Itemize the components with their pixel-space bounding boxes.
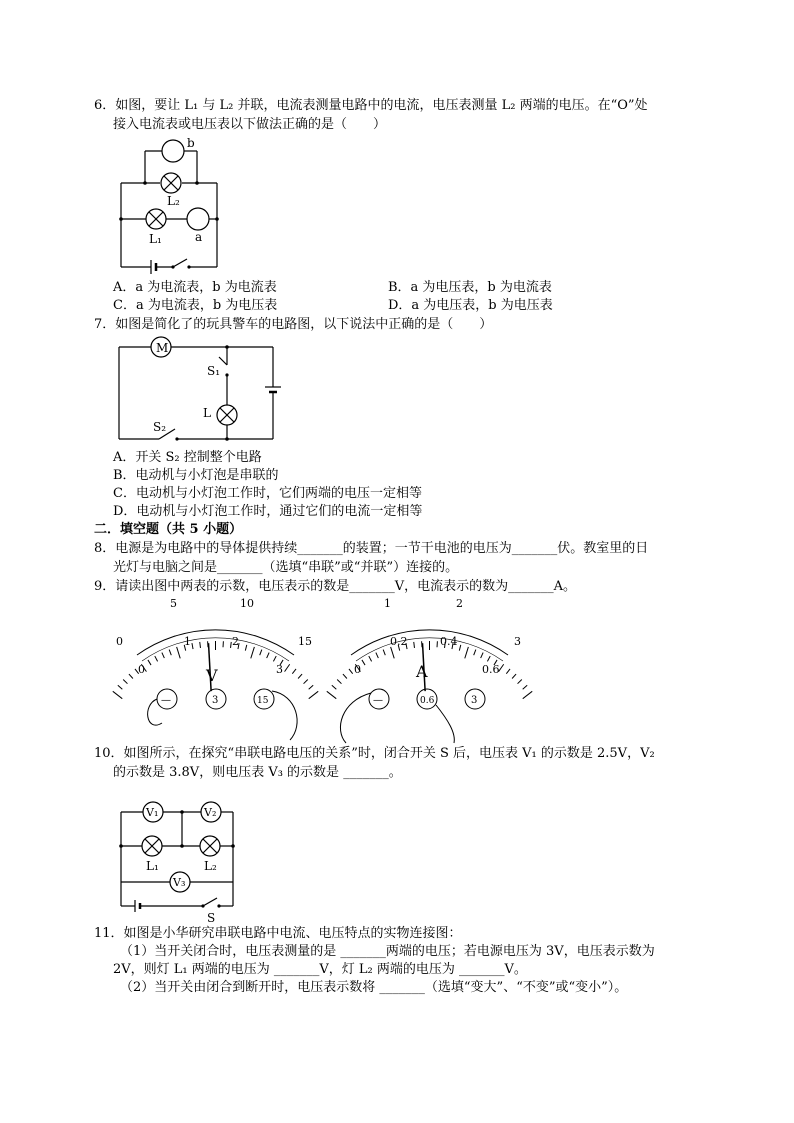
- volt-inner-tick: 2: [232, 635, 239, 648]
- q7-option-a[interactable]: A．开关 S₂ 控制整个电路: [113, 450, 262, 465]
- scale-tick: [332, 685, 337, 689]
- scale-tick: [512, 674, 516, 678]
- label-S2: S₂: [153, 420, 167, 434]
- q11-stem-line3: 2V，则灯 L₁ 两端的电压为 _______V，灯 L₂ 两端的电压为 _______V。: [113, 962, 527, 977]
- q9-stem: 9．请读出图中两表的示数，电压表示的数是_______V，电流表示的数为_______A。: [94, 579, 577, 594]
- scale-tick: [169, 650, 171, 656]
- volt-outer-tick: 5: [170, 597, 177, 610]
- scale-tick: [192, 643, 193, 649]
- scale-tick: [304, 679, 308, 683]
- q6-option-c[interactable]: C．a 为电流表，b 为电压表: [113, 298, 278, 313]
- volt-outer-tick: 0: [116, 635, 123, 648]
- scale-tick: [273, 656, 276, 661]
- scale-tick: [260, 650, 262, 656]
- scale-tick: [245, 645, 246, 651]
- scale-tick: [123, 679, 127, 683]
- volt-inner-tick: 1: [184, 635, 191, 648]
- volt-inner-tick: 0: [138, 663, 145, 676]
- scale-tick: [177, 647, 181, 658]
- amp-terminal-3: 3: [471, 695, 478, 706]
- volt-outer-tick: 15: [298, 635, 312, 648]
- label-S1: S₁: [207, 364, 221, 378]
- scale-tick: [506, 669, 510, 674]
- q11-stem-line1: 11．如图是小华研究串联电路中电流、电压特点的实物连接图：: [94, 926, 462, 941]
- meter-b: [162, 140, 184, 162]
- q8-stem-line1: 8．电源是为电路中的导体提供持续_______的装置；一节干电池的电压为_______伏。教室里的日: [94, 541, 649, 556]
- volt-terminal-15: 15: [257, 696, 269, 706]
- q6-stem-line1: 6．如图，要让 L₁ 与 L₂ 并联，电流表测量电路中的电流，电压表测量 L₂ 两端的电压。在“O”处: [94, 98, 648, 113]
- scale-tick: [337, 679, 341, 683]
- scale-tick: [148, 660, 151, 665]
- scale-tick: [251, 647, 255, 658]
- q7-option-b[interactable]: B．电动机与小灯泡是串联的: [113, 468, 279, 483]
- scale-tick: [309, 685, 314, 689]
- scale-tick: [267, 653, 269, 658]
- amp-terminal-neg: —: [373, 695, 383, 706]
- q6-option-a[interactable]: A．a 为电流表，b 为电流表: [113, 280, 277, 295]
- amp-outer-tick: 3: [514, 635, 521, 648]
- label-b: b: [187, 136, 195, 150]
- scale-tick: [292, 669, 296, 674]
- volt-terminal-3: 3: [212, 695, 219, 706]
- label-L: L: [203, 406, 211, 420]
- scale-tick: [523, 691, 532, 698]
- q10-stem-line1: 10．如图所示，在探究“串联电路电压的关系”时，闭合开关 S 后，电压表 V₁ 的示数是 2.5V，V₂: [94, 746, 655, 761]
- q7-option-d[interactable]: D．电动机与小灯泡工作时，通过它们的电流一定相等: [113, 504, 423, 519]
- label-L1: L₁: [146, 859, 159, 873]
- amp-inner-tick: 0: [354, 663, 361, 676]
- q11-stem-line4: （2）当开关由闭合到断开时，电压表示数将 _______（选填“变大”、“不变”或“变小”）。: [120, 980, 628, 995]
- scale-tick: [129, 674, 133, 678]
- scale-tick: [465, 647, 469, 658]
- scale-tick: [285, 664, 290, 671]
- voltmeter-symbol: V: [206, 666, 218, 685]
- voltmeter-diagram: [112, 595, 322, 745]
- scale-tick: [298, 674, 302, 678]
- amp-inner-tick: 0.6: [482, 663, 500, 676]
- label-L2: L₂: [167, 194, 180, 208]
- q10-circuit-diagram: [115, 800, 245, 925]
- scale-tick: [383, 650, 385, 656]
- q7-stem: 7．如图是简化了的玩具警车的电路图，以下说法中正确的是（ ）: [94, 317, 493, 332]
- amp-outer-tick: 2: [456, 597, 463, 610]
- scale-tick: [155, 656, 158, 661]
- q8-stem-line2: 光灯与电脑之间是_______（选填“串联”或“并联”）连接的。: [113, 560, 459, 575]
- meter-a: [187, 208, 209, 230]
- scale-tick: [474, 650, 476, 656]
- q11-stem-line2: （1）当开关闭合时，电压表测量的是 _______两端的电压；若电源电压为 3V，电压表示数为: [120, 944, 655, 959]
- scale-tick: [523, 685, 528, 689]
- scale-tick: [369, 656, 372, 661]
- q6-option-d[interactable]: D．a 为电压表，b 为电压表: [388, 298, 553, 313]
- q7-option-c[interactable]: C．电动机与小灯泡工作时，它们两端的电压一定相等: [113, 486, 422, 501]
- label-L2: L₂: [204, 859, 217, 873]
- scale-tick: [113, 691, 122, 698]
- label-S: S: [207, 911, 216, 925]
- amp-terminal-0.6: 0.6: [420, 696, 435, 706]
- q7-circuit-diagram: [115, 335, 285, 445]
- scale-tick: [362, 660, 365, 665]
- scale-tick: [487, 656, 490, 661]
- scale-tick: [309, 691, 318, 698]
- scale-tick: [518, 679, 522, 683]
- q6-option-b[interactable]: B．a 为电压表，b 为电流表: [388, 280, 552, 295]
- scale-tick: [376, 653, 378, 658]
- scale-tick: [481, 653, 483, 658]
- amp-inner-tick: 0.4: [440, 635, 458, 648]
- scale-tick: [391, 647, 395, 658]
- scale-tick: [414, 642, 415, 648]
- volt-terminal-neg: —: [161, 695, 171, 706]
- scale-tick: [349, 669, 353, 674]
- label-V2: V₂: [204, 806, 217, 819]
- ammeter-symbol: A: [416, 662, 428, 681]
- scale-tick: [118, 685, 123, 689]
- scale-tick: [200, 642, 201, 648]
- scale-tick: [162, 653, 164, 658]
- q6-stem-line2: 接入电流表或电压表以下做法正确的是（ ）: [113, 117, 387, 132]
- amp-inner-tick: 0.2: [390, 635, 408, 648]
- section-title: 二．填空题（共 5 小题）: [94, 522, 243, 537]
- label-M: M: [156, 341, 169, 355]
- q10-stem-line2: 的示数是 3.8V，则电压表 V₃ 的示数是 _______。: [113, 765, 402, 780]
- scale-tick: [343, 674, 347, 678]
- label-V3: V₃: [173, 876, 186, 889]
- q6-circuit-diagram: [115, 135, 225, 275]
- scale-tick: [459, 645, 460, 651]
- amp-outer-tick: 1: [384, 597, 391, 610]
- scale-tick: [327, 691, 336, 698]
- label-V1: V₁: [146, 806, 159, 819]
- volt-outer-tick: 10: [240, 597, 254, 610]
- ammeter-diagram: [336, 595, 536, 745]
- label-a: a: [195, 230, 203, 244]
- volt-inner-tick: 3: [276, 663, 283, 676]
- label-L1: L₁: [149, 232, 162, 246]
